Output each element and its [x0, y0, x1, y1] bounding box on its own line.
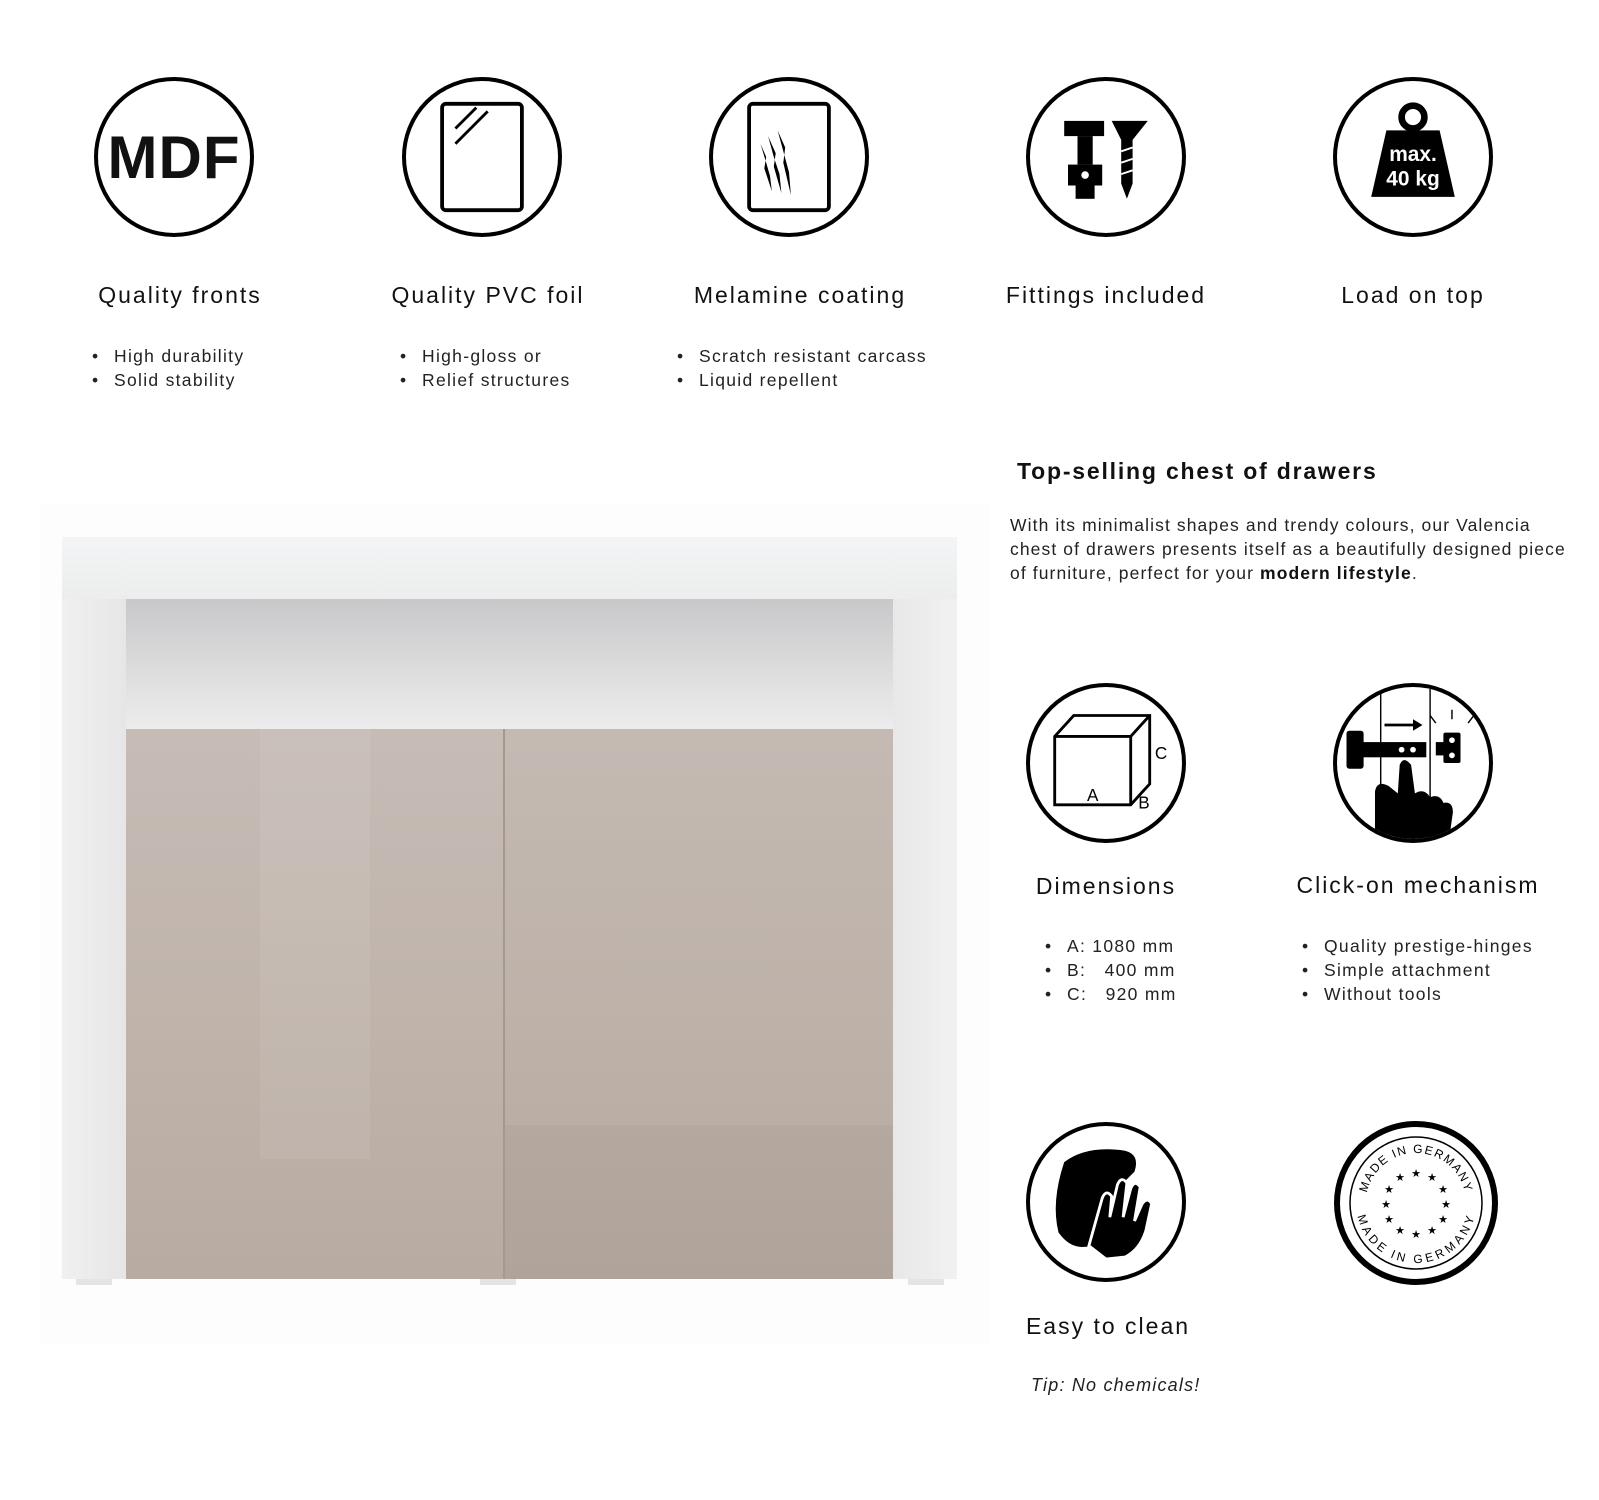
feature-title-melamine: Melamine coating: [693, 282, 907, 308]
list-item: • Quality prestige-hinges: [1302, 934, 1533, 958]
list-item: • Relief structures: [400, 368, 571, 392]
list-item: • Without tools: [1302, 982, 1533, 1006]
scratch-panel-icon: [709, 77, 869, 237]
svg-text:★: ★: [1441, 1198, 1451, 1211]
bullets-click-on: [1302, 934, 1533, 1006]
feature-title-quality-fronts: Quality fronts: [98, 282, 262, 308]
feature-title-pvc-foil: Quality PVC foil: [391, 282, 585, 308]
svg-text:★: ★: [1381, 1198, 1391, 1211]
weight-icon-line1: max.: [1389, 142, 1437, 166]
list-item: • B: 400 mm: [1045, 958, 1177, 982]
dimensions-box-icon: [1026, 683, 1186, 843]
svg-text:★: ★: [1427, 1224, 1437, 1237]
weight-icon-line2: 40 kg: [1386, 167, 1440, 191]
description-text: With its minimalist shapes and trendy colours, our Valencia chest of drawers presents itself as a beautifully designed piece of furniture, perfect for your: [1010, 515, 1566, 583]
list-item: • Simple attachment: [1302, 958, 1533, 982]
made-in-germany-seal-icon: [1334, 1121, 1498, 1285]
list-item: • Scratch resistant carcass: [677, 344, 927, 368]
svg-text:★: ★: [1384, 1183, 1394, 1196]
easy-clean-tip: Tip: No chemicals!: [1031, 1375, 1201, 1395]
mdf-icon-text: MDF: [107, 123, 241, 191]
list-item: • Solid stability: [92, 368, 244, 392]
door-reflection: [505, 1125, 893, 1279]
sideboard-right-side: [893, 599, 957, 1279]
product-heading: Top-selling chest of drawers: [1017, 458, 1378, 484]
seal-text-top: MADE IN GERMANY: [1356, 1141, 1476, 1194]
svg-text:★: ★: [1411, 1167, 1421, 1180]
door-reflection: [260, 729, 370, 1159]
feature-title-dimensions: Dimensions: [1035, 873, 1177, 899]
glossy-panel-icon: [402, 77, 562, 237]
product-description: [1010, 513, 1570, 585]
mdf-icon: [94, 77, 254, 237]
box-label-b: B: [1138, 793, 1150, 813]
click-hinge-icon: [1333, 683, 1493, 843]
sideboard-foot: [76, 1279, 112, 1285]
weight-icon: [1333, 77, 1493, 237]
svg-text:★: ★: [1384, 1213, 1394, 1226]
seal-text-bottom: MADE IN GERMANY: [1354, 1212, 1478, 1267]
svg-text:★: ★: [1438, 1213, 1448, 1226]
sideboard-foot: [480, 1279, 516, 1285]
feature-title-fittings: Fittings included: [1005, 282, 1207, 308]
bullets-pvc-foil: [400, 344, 571, 392]
sideboard-foot: [908, 1279, 944, 1285]
list-item: • A: 1080 mm: [1045, 934, 1177, 958]
feature-title-easy-clean: Easy to clean: [1025, 1313, 1191, 1339]
list-item: • High-gloss or: [400, 344, 571, 368]
sideboard-top: [62, 537, 957, 600]
list-item: • C: 920 mm: [1045, 982, 1177, 1006]
cleaning-hand-icon: [1026, 1122, 1186, 1282]
svg-text:★: ★: [1427, 1171, 1437, 1184]
bullets-melamine: [677, 344, 927, 392]
hinge-screw-icon: [1026, 77, 1186, 237]
list-item: • Liquid repellent: [677, 368, 927, 392]
box-label-c: C: [1154, 744, 1168, 764]
svg-text:★: ★: [1411, 1228, 1421, 1241]
description-bold: modern lifestyle: [1260, 563, 1412, 583]
bullets-quality-fronts: [92, 344, 244, 392]
feature-title-click-on: Click-on mechanism: [1296, 872, 1540, 898]
feature-title-load: Load on top: [1341, 282, 1485, 308]
svg-text:★: ★: [1395, 1171, 1405, 1184]
svg-text:★: ★: [1438, 1183, 1448, 1196]
sideboard-open-shelf: [126, 599, 893, 729]
sideboard-left-side: [62, 599, 126, 1279]
box-label-a: A: [1086, 786, 1099, 805]
list-item: • High durability: [92, 344, 244, 368]
bullets-dimensions: [1045, 934, 1177, 1006]
svg-text:★: ★: [1395, 1224, 1405, 1237]
description-end: .: [1411, 563, 1418, 583]
product-image: [40, 505, 990, 1345]
